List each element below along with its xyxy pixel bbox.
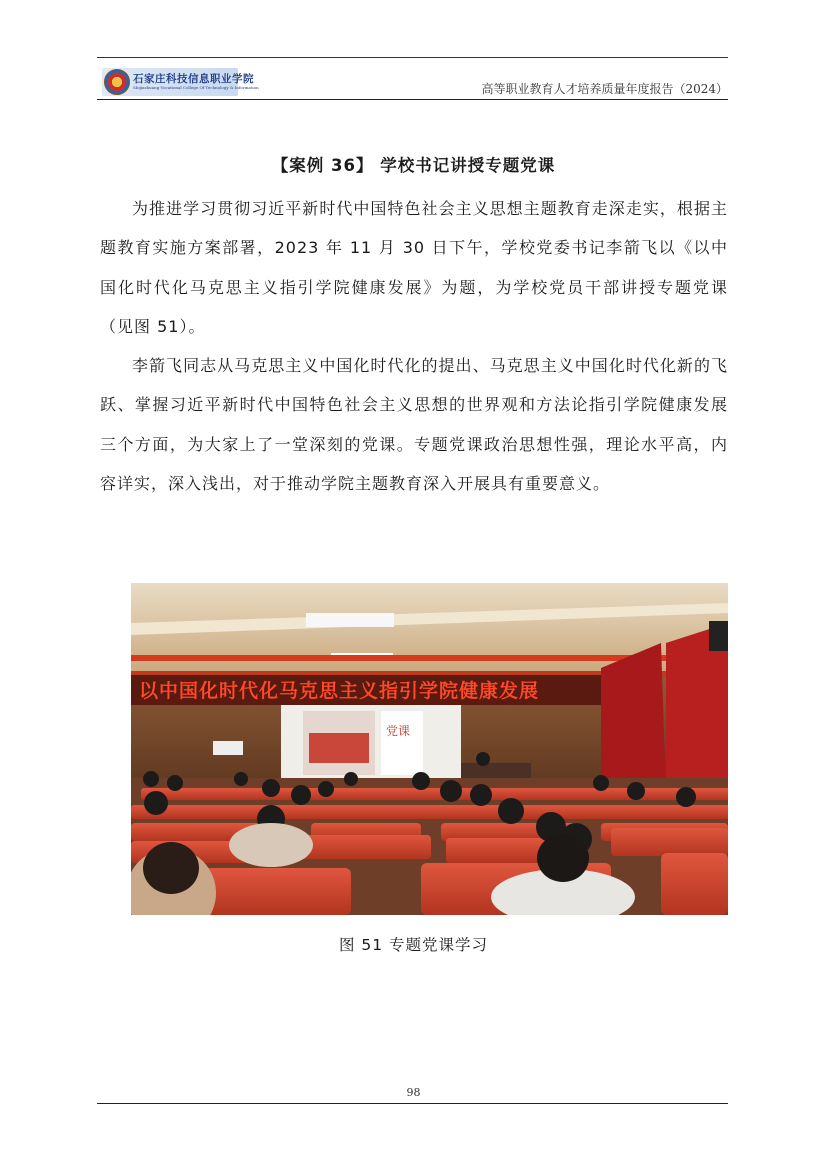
- paragraph: 李箭飞同志从马克思主义中国化时代化的提出、马克思主义中国化时代化新的飞跃、掌握习近平新时代中国特色社会主义思想的世界观和方法论指引学院健康发展三个方面，为大家上了一堂深刻的党课。专题党课政治思想性强，理论水平高，内容详实，深入浅出，对于推动学院主题教育深入开展具有重要意义。: [100, 356, 728, 494]
- page-number: 98: [406, 1086, 421, 1099]
- footer-rule: [97, 1103, 728, 1104]
- report-title: 高等职业教育人才培养质量年度报告（2024）: [481, 82, 728, 96]
- college-logo: [102, 68, 259, 96]
- header-top-rule: [97, 57, 728, 58]
- case-title: 【案例 36】 学校书记讲授专题党课: [271, 156, 556, 175]
- paragraph: 为推进学习贯彻习近平新时代中国特色社会主义思想主题教育走深走实，根据主题教育实施方案部署，2023 年 11 月 30 日下午，学校党委书记李箭飞以《以中国化时代化马克思主义指引学院健康发展》为题，为学校党员干部讲授专题党课（见图 51）。: [100, 199, 728, 336]
- screen-slide-text: 党课: [386, 724, 411, 738]
- header-bottom-rule: [97, 99, 728, 100]
- logo-chinese-name: 石家庄科技信息职业学院: [133, 72, 254, 85]
- figure-caption: 图 51 专题党课学习: [338, 936, 489, 954]
- lecture-photo: [131, 583, 728, 915]
- case-body: [100, 189, 728, 503]
- logo-english-name: Shijiazhuang Vocational College Of Technology & Information: [133, 85, 259, 91]
- banner-slogan: 以中国化时代化马克思主义指引学院健康发展: [139, 680, 540, 702]
- college-seal-icon: [104, 69, 130, 95]
